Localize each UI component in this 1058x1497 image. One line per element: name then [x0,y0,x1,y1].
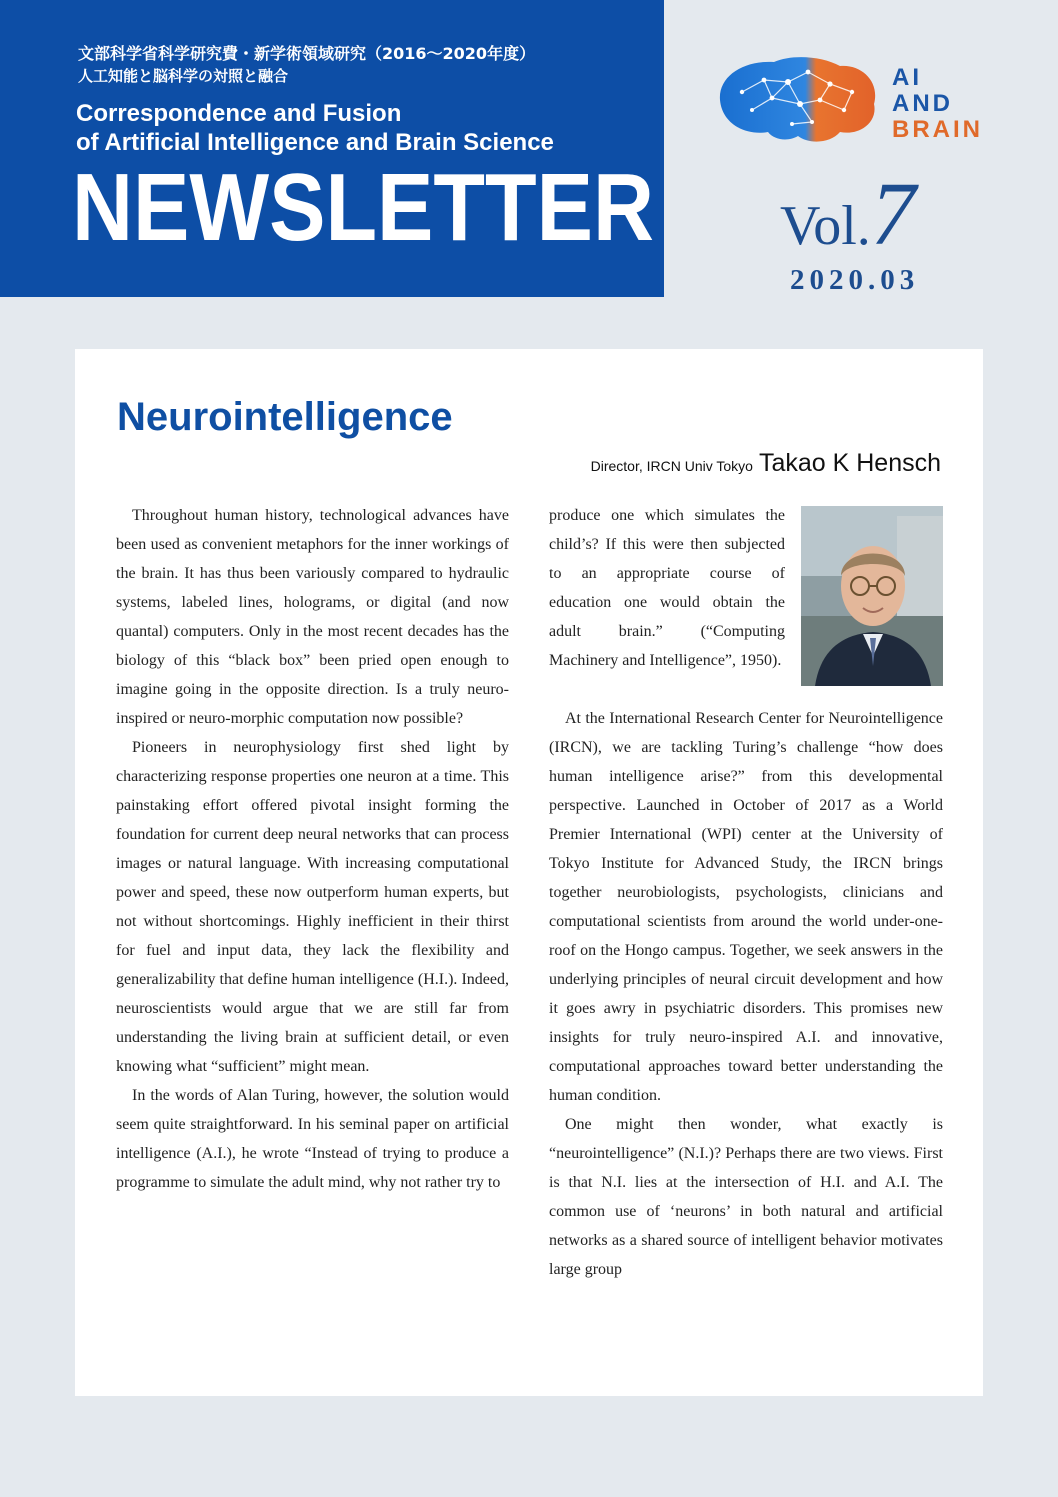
project-title-japanese: 人工知能と脳科学の対照と融合 [78,67,289,85]
author-role: Director, IRCN Univ Tokyo [590,458,753,474]
volume-label [780,165,916,264]
paragraph-continued: produce one which simulates the child’s? If this were then subjected to an appropriate course of education one would obtain the adult brain.” (“Computing Machinery and Intelligence”, 1950). [549,507,785,669]
byline [591,449,941,478]
article-title: Neurointelligence [117,395,453,439]
paragraph: Pioneers in neurophysiology first shed light by characterizing response properties one neuron at a time. This painstaking effort offered pivotal insight forming the foundation for current deep neural networks that can process images or natural language. With increasing computational power and speed, these now outperform human experts, but not without shortcomings. Highly inefficient in their thirst for fuel and input data, they lack the flexibility and generalizability that define human intelligence (H.I.). Indeed, neuroscientists would argue that we are still far from understanding the living brain at sufficient detail, or even knowing what “sufficient” might mean. [116,739,509,1075]
logo-text-brain: BRAIN [892,116,983,143]
header-banner [0,0,664,297]
newsletter-title: NEWSLETTER [72,154,654,261]
logo-text-ai: AI [892,64,922,91]
project-title-english-line2: of Artificial Intelligence and Brain Science [76,129,554,156]
portrait-image-icon [801,506,943,686]
author-photo [801,506,943,686]
article-column-left [116,501,509,1197]
logo-text-and: AND [892,90,953,117]
article-card [75,349,983,1396]
volume-number: 7 [870,165,916,264]
paragraph: In the words of Alan Turing, however, the solution would seem quite straightforward. In his seminal paper on artificial intelligence (A.I.), he wrote “Instead of trying to produce a programme to simulate the adult mind, why not rather try to [116,1087,509,1191]
paragraph: At the International Research Center for Neurointelligence (IRCN), we are tackling Turing’s challenge “how does human intelligence arise?” from this developmental perspective. Launched in October of 2017 as a World Premier International (WPI) center at the University of Tokyo Institute for Advanced Study, the IRCN brings together neurobiologists, psychologists, clinicians and computational scientists from around the world under-one-roof on the Hongo campus. Together, we seek answers in the underlying principles of neural circuit development and how it goes awry in psychiatric disorders. This promises new insights for truly neuro-inspired A.I. and innovative, computational approaches toward better understanding the human condition. [549,710,943,1104]
volume-prefix: Vol. [780,195,871,257]
grant-line-japanese: 文部科学省科学研究費・新学術領域研究（2016～2020年度） [78,44,536,63]
article-column-right-top [549,501,785,675]
author-name: Takao K Hensch [758,449,941,477]
issue-date: 2020.03 [790,264,920,296]
paragraph: Throughout human history, technological advances have been used as convenient metaphors for the inner workings of the brain. It has thus been variously compared to hydraulic systems, labeled lines, holograms, or digital (and now quantal) computers. Only in the most recent decades has the biology of this “black box” been pried open enough to imagine going in the opposite direction. Is a truly neuro-inspired or neuro-morphic computation now possible? [116,507,509,727]
paragraph: One might then wonder, what exactly is “neurointelligence” (N.I.)? Perhaps there are two views. First is that N.I. lies at the intersection of H.I. and A.I. The common use of ‘neurons’ in both natural and artificial networks as a shared source of intelligent behavior motivates large group [549,1116,943,1278]
article-column-right [549,704,943,1284]
project-title-english-line1: Correspondence and Fusion [76,100,402,127]
